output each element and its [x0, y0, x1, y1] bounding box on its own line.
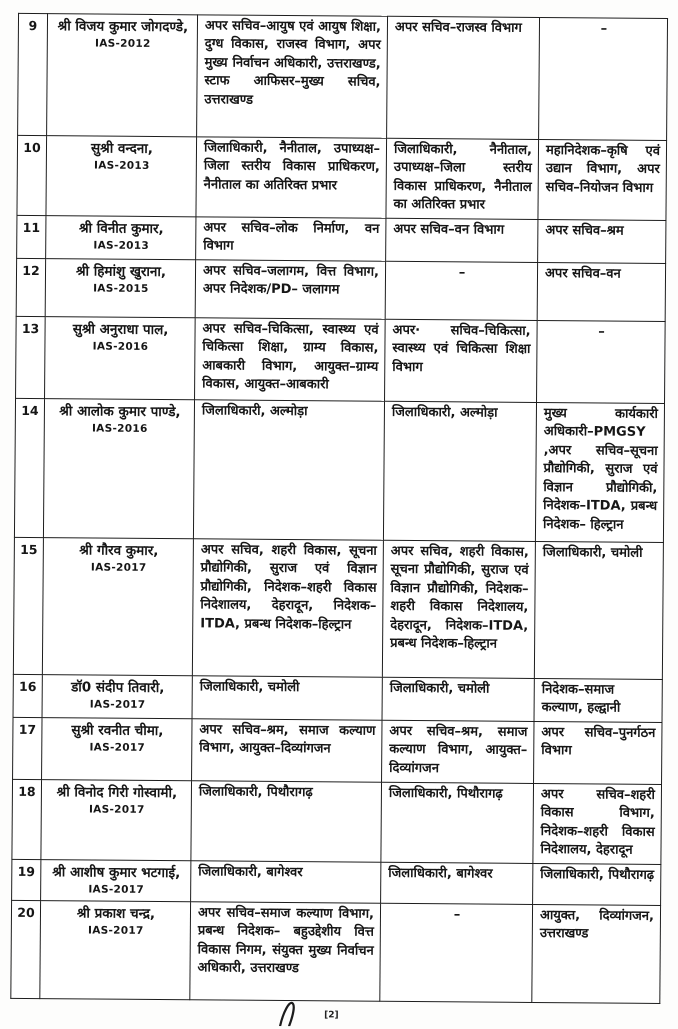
officer-name-cell [41, 779, 192, 860]
table-row [13, 674, 662, 722]
officer-name: श्री आलोक कुमार पाण्डे, [59, 403, 181, 421]
table-row [18, 13, 668, 140]
posting-col4-cell: जिलाधिकारी, अल्मोड़ा [383, 401, 536, 541]
serial-number-cell: 13 [16, 316, 46, 398]
serial-number-cell: 14 [14, 398, 44, 537]
posting-col3-cell: जिलाधिकारी, नैनीताल, उपाध्यक्ष–जिला स्तरीय विकास प्राधिकरण, नैनीताल का अतिरिक्त प्रभार [196, 137, 387, 218]
officer-table-body [11, 13, 668, 1003]
officer-name: श्री विनीत कुमार, [78, 220, 164, 238]
posting-col5-cell: निदेशक–समाज कल्याण, हल्द्वानी [534, 678, 662, 722]
posting-col4-cell: अपर सचिव, शहरी विकास, सूचना प्रौद्योगिकी, सुराज एवं विज्ञान प्रौद्योगिकी, निदेशक–शहरी विकास निदेशालय, देहरादून, निदेशक–ITDA, प्रबन्ध निदेशक–हिल्ट्रान [382, 540, 535, 678]
serial-number-cell: 19 [12, 859, 41, 900]
posting-col3-cell: अपर सचिव–समाज कल्याण विभाग, प्रबन्ध निदेशक– बहुउद्देशीय वित्त विकास निगम, संयुक्त मुख्य निर्वाचन अधिकारी, उत्तराखण्ड [190, 902, 381, 1001]
serial-number-cell: 17 [13, 717, 42, 779]
posting-col5-cell: जिलाधिकारी, पिथौरागढ़ [533, 863, 661, 905]
posting-col5-cell: अपर सचिव–वन [537, 262, 665, 321]
posting-col4-cell: अपर· सचिव–चिकित्सा, स्वास्थ्य एवं चिकित्सा शिक्षा विभाग [385, 319, 538, 402]
ias-batch-label: IAS-2017 [88, 924, 144, 937]
officer-name: सुश्री वन्दना, [90, 140, 153, 157]
table-row [11, 900, 661, 1003]
posting-col3-cell: अपर सचिव–श्रम, समाज कल्याण विभाग, आयुक्त–दिव्यांगजन [192, 719, 382, 782]
ias-batch-label: IAS-2017 [90, 561, 147, 575]
officer-name-cell [42, 538, 193, 676]
posting-col3-cell: जिलाधिकारी, बागेश्वर [191, 860, 381, 903]
signature-mark-icon [276, 1000, 310, 1026]
serial-number-cell: 15 [13, 537, 43, 674]
serial-number-cell: 12 [16, 258, 45, 316]
posting-col5-cell: – [539, 18, 668, 141]
posting-col5-cell: अपर सचिव–पुनर्गठन विभाग [534, 721, 662, 784]
serial-number-cell: 16 [13, 674, 42, 717]
serial-number-cell: 9 [18, 13, 48, 135]
table-row [13, 537, 663, 679]
ias-batch-label: IAS-2016 [92, 340, 149, 354]
officer-name: श्री प्रकाश चन्द्र, [76, 905, 156, 922]
officer-name-cell [45, 259, 195, 318]
posting-col3-cell: जिलाधिकारी, अल्मोड़ा [193, 400, 384, 540]
officer-name: सुश्री अनुराधा पाल, [72, 321, 169, 339]
ias-batch-label: IAS-2017 [89, 698, 146, 712]
posting-col4-cell: जिलाधिकारी, बागेश्वर [381, 862, 533, 904]
posting-col4-cell: जिलाधिकारी, पिथौरागढ़ [381, 782, 534, 863]
posting-col3-cell: अपर सचिव–लोक निर्माण, वन विभाग [196, 217, 386, 261]
table-row [16, 258, 665, 321]
posting-col5-cell: महानिदेशक–कृषि एवं उद्यान विभाग, अपर सचिव–नियोजन विभाग [538, 139, 667, 220]
officer-name: श्री विनोद गिरी गोस्वामी, [56, 784, 178, 801]
officer-name: श्री गौरव कुमार, [79, 542, 159, 559]
posting-col4-cell: – [380, 903, 533, 1002]
posting-col4-cell: अपर सचिव–राजस्व विभाग [387, 16, 540, 139]
posting-col3-cell: जिलाधिकारी, पिथौरागढ़ [191, 781, 382, 862]
officer-transfer-table [10, 13, 668, 1004]
officer-name: श्री हिमांशु खुराना, [75, 263, 167, 280]
officer-name-cell [42, 717, 192, 780]
posting-col5-cell: अपर सचिव–श्रम [538, 219, 666, 263]
table-row [12, 779, 662, 864]
ias-batch-label: IAS-2016 [91, 422, 148, 436]
posting-col3-cell: अपर सचिव–चिकित्सा, स्वास्थ्य एवं चिकित्सा शिक्षा, ग्राम्य विकास, आबकारी विभाग, आयुक्त–ग्राम्य विकास, आयुक्त–आबकारी [195, 318, 386, 401]
officer-name-cell [47, 14, 198, 137]
posting-col3-cell: जिलाधिकारी, चमोली [192, 676, 382, 720]
table-row [17, 215, 666, 263]
posting-col3-cell: अपर सचिव–आयुष एवं आयुष शिक्षा, दुग्ध विकास, राजस्व विभाग, अपर मुख्य निर्वाचन अधिकारी, उत्तराखण्ड, स्टाफ आफिसर–मुख्य सचिव, उत्तराखण्ड [197, 15, 388, 138]
table-row [12, 859, 661, 905]
officer-name-cell [43, 399, 194, 539]
posting-col4-cell: – [385, 261, 537, 320]
table-row [13, 717, 662, 784]
posting-col5-cell: आयुक्त, दिव्यांगजन, उत्तराखण्ड [532, 904, 661, 1003]
table-row [17, 135, 667, 220]
table-row [14, 398, 664, 542]
posting-col5-cell: जिलाधिकारी, चमोली [534, 541, 663, 679]
page-marker: [2] [324, 1010, 339, 1021]
signature-area [276, 998, 396, 1027]
posting-col5-cell: मुख्य कार्यकारी अधिकारी–PMGSY ,अपर सचिव–सूचना प्रौद्योगिकी, सुराज एवं विज्ञान प्रौद्योगिकी, निदेशक–ITDA, प्रबन्ध निदेशक– हिल्ट्रान [535, 402, 664, 542]
serial-number-cell: 18 [12, 779, 42, 859]
officer-name-cell [45, 317, 196, 400]
posting-col4-cell: अपर सचिव–वन विभाग [386, 218, 538, 262]
posting-col4-cell: अपर सचिव–श्रम, समाज कल्याण विभाग, आयुक्त– दिव्यांगजन [382, 720, 534, 783]
officer-name: श्री विजय कुमार जोगदण्डे, [57, 18, 189, 36]
posting-col5-cell: – [537, 320, 666, 403]
ias-batch-label: IAS-2013 [94, 159, 150, 173]
ias-batch-label: IAS-2017 [88, 883, 145, 896]
ias-batch-label: IAS-2017 [89, 741, 146, 754]
officer-name-cell [40, 900, 191, 999]
officer-name: डॉ0 संदीप तिवारी, [71, 679, 165, 696]
officer-name: सुश्री रवनीत चीमा, [71, 722, 164, 739]
officer-name-cell [42, 675, 192, 719]
table-row [16, 316, 666, 403]
officer-name-cell [46, 216, 196, 260]
serial-number-cell: 11 [17, 215, 46, 258]
posting-col3-cell: अपर सचिव, शहरी विकास, सूचना प्रौद्योगिकी, सुराज एवं विज्ञान प्रौद्योगिकी, निदेशक–शहरी विकास निदेशालय, देहरादून, निदेशक–ITDA, प्रबन्ध निदेशक–हिल्ट्रान [192, 539, 383, 677]
officer-name-cell [41, 859, 191, 901]
posting-col3-cell: अपर सचिव–जलागम, वित्त विभाग, अपर निदेशक/PD– जलागम [195, 260, 385, 319]
posting-col4-cell: जिलाधिकारी, चमोली [382, 677, 534, 721]
serial-number-cell: 20 [11, 900, 41, 998]
ias-batch-label: IAS-2012 [94, 37, 151, 51]
posting-col4-cell: जिलाधिकारी, नैनीताल, उपाध्यक्ष–जिला स्तरीय विकास प्राधिकरण, नैनीताल का अतिरिक्त प्रभार [386, 138, 539, 219]
officer-name-cell [46, 136, 197, 217]
ias-batch-label: IAS-2015 [93, 282, 149, 296]
ias-batch-label: IAS-2017 [88, 803, 145, 816]
officer-name: श्री आशीष कुमार भटगाई, [52, 863, 181, 881]
ias-batch-label: IAS-2013 [93, 239, 150, 253]
posting-col5-cell: अपर सचिव–शहरी विकास विभाग, निदेशक–शहरी विकास निदेशालय, देहरादून [533, 783, 662, 864]
serial-number-cell: 10 [17, 135, 47, 215]
